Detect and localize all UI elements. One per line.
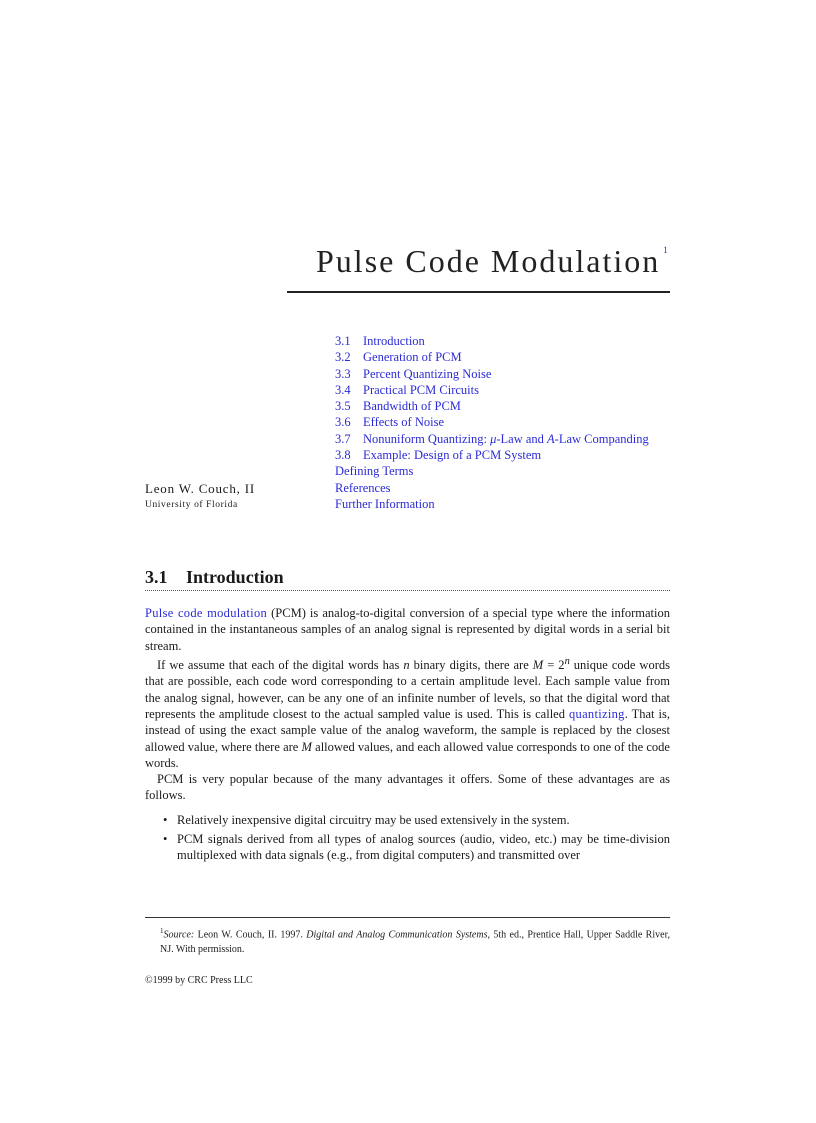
chapter-title-text: Pulse Code Modulation xyxy=(316,243,661,279)
toc-num: 3.6 xyxy=(335,415,351,430)
author-name: Leon W. Couch, II xyxy=(145,481,256,496)
math-eq: = 2 xyxy=(543,658,565,673)
math-var: M xyxy=(532,658,544,673)
paragraph-text: If we assume that each of the digital words has xyxy=(157,658,404,673)
bullet-icon: • xyxy=(163,832,168,847)
toc-label: Defining Terms xyxy=(335,464,414,479)
math-var: M xyxy=(301,739,312,754)
footnote xyxy=(160,924,670,957)
paragraph xyxy=(145,654,670,771)
toc-num: 3.8 xyxy=(335,448,351,463)
section-body xyxy=(145,605,670,867)
toc-num: 3.4 xyxy=(335,382,351,397)
paragraph-text: unique code words that are possible, each code word corresponding to a certain amplitude level. Each sample value from the analog signal, however, can be any one of an infinite number of levels, so that the digital word that represents the amplitude closest to the actual sampled value is used. This is called xyxy=(145,658,670,721)
author-affiliation: University of Florida xyxy=(145,500,238,510)
advantages-list xyxy=(145,812,670,864)
list-item-text: PCM signals derived from all types of analog sources (audio, video, etc.) may be time-division multiplexed with data signals (e.g., from digital computers) and transmitted over xyxy=(177,832,670,863)
section-heading xyxy=(145,567,670,591)
footnote-rule xyxy=(145,917,670,918)
toc-item[interactable] xyxy=(335,463,649,479)
paragraph-text: (PCM) is analog-to-digital conversion of a special type where the information contained in the instantaneous samples of an analog signal is represented by digital words in a serial bit stream. xyxy=(145,606,670,653)
defined-term-link[interactable]: quantizing xyxy=(568,706,625,721)
footnote-mark: 1 xyxy=(160,927,164,935)
toc-label: Percent Quantizing Noise xyxy=(363,366,492,381)
paragraph xyxy=(145,605,670,654)
toc-item[interactable] xyxy=(335,480,649,496)
footnote-book-title: Digital and Analog Communication Systems xyxy=(306,929,488,941)
toc-label: -Law Companding xyxy=(554,431,649,446)
list-item xyxy=(145,812,670,828)
toc-num: 3.5 xyxy=(335,399,351,414)
toc-label: Effects of Noise xyxy=(363,415,444,430)
toc-label: -Law and xyxy=(496,431,548,446)
paragraph-text: binary digits, there are xyxy=(409,658,533,673)
math-var: n xyxy=(403,658,410,673)
paragraph-text: allowed values, and each allowed value corresponds to one of the code words. xyxy=(145,739,670,770)
copyright: ©1999 by CRC Press LLC xyxy=(145,975,253,986)
section-number: 3.1 xyxy=(145,567,168,587)
toc-label: Example: Design of a PCM System xyxy=(363,448,542,463)
toc-num: 3.1 xyxy=(335,334,351,348)
toc-mu-symbol: μ xyxy=(490,431,497,446)
toc-label: Further Information xyxy=(335,496,435,511)
footnote-text: Leon W. Couch, II. 1997. xyxy=(194,929,307,941)
toc-item[interactable] xyxy=(335,414,649,430)
toc-num: 3.7 xyxy=(335,431,351,446)
list-item-text: Relatively inexpensive digital circuitry may be used extensively in the system. xyxy=(177,812,570,827)
toc-item[interactable] xyxy=(335,496,649,512)
toc-item[interactable] xyxy=(335,333,649,349)
toc-label: References xyxy=(335,480,391,495)
footnote-text: , 5th ed., Prentice Hall, Upper Saddle River, NJ. With permission. xyxy=(160,929,670,956)
footnote-source-label: Source: xyxy=(163,929,195,941)
title-footnote-mark[interactable]: 1 xyxy=(663,245,668,255)
section-title: Introduction xyxy=(186,567,284,587)
toc-label: Bandwidth of PCM xyxy=(363,399,461,414)
math-exponent: n xyxy=(564,655,570,667)
toc-item[interactable] xyxy=(335,398,649,414)
toc-item[interactable] xyxy=(335,431,649,447)
paragraph: PCM is very popular because of the many advantages it offers. Some of these advantages are as follows. xyxy=(145,772,670,803)
toc-label: Introduction xyxy=(363,334,425,348)
toc-num: 3.2 xyxy=(335,350,351,365)
chapter-title xyxy=(316,243,668,280)
toc-a-symbol: A xyxy=(547,431,555,446)
defined-term-link[interactable]: Pulse code modulation xyxy=(145,606,268,620)
bullet-icon: • xyxy=(163,812,168,827)
toc-label: Nonuniform Quantizing: xyxy=(363,431,491,446)
toc-item[interactable] xyxy=(335,366,649,382)
toc-num: 3.3 xyxy=(335,366,351,381)
title-rule xyxy=(287,291,670,293)
toc-label: Practical PCM Circuits xyxy=(363,382,479,397)
toc-item[interactable] xyxy=(335,447,649,463)
toc-label: Generation of PCM xyxy=(363,350,462,365)
list-item xyxy=(145,831,670,864)
table-of-contents xyxy=(335,333,649,512)
toc-item[interactable] xyxy=(335,349,649,365)
author-block xyxy=(145,481,255,513)
toc-item[interactable] xyxy=(335,382,649,398)
paragraph-text: . That is, instead of using the exact sample value of the analog waveform, the sample is replaced by the closest allowed value, where there are xyxy=(145,706,670,754)
